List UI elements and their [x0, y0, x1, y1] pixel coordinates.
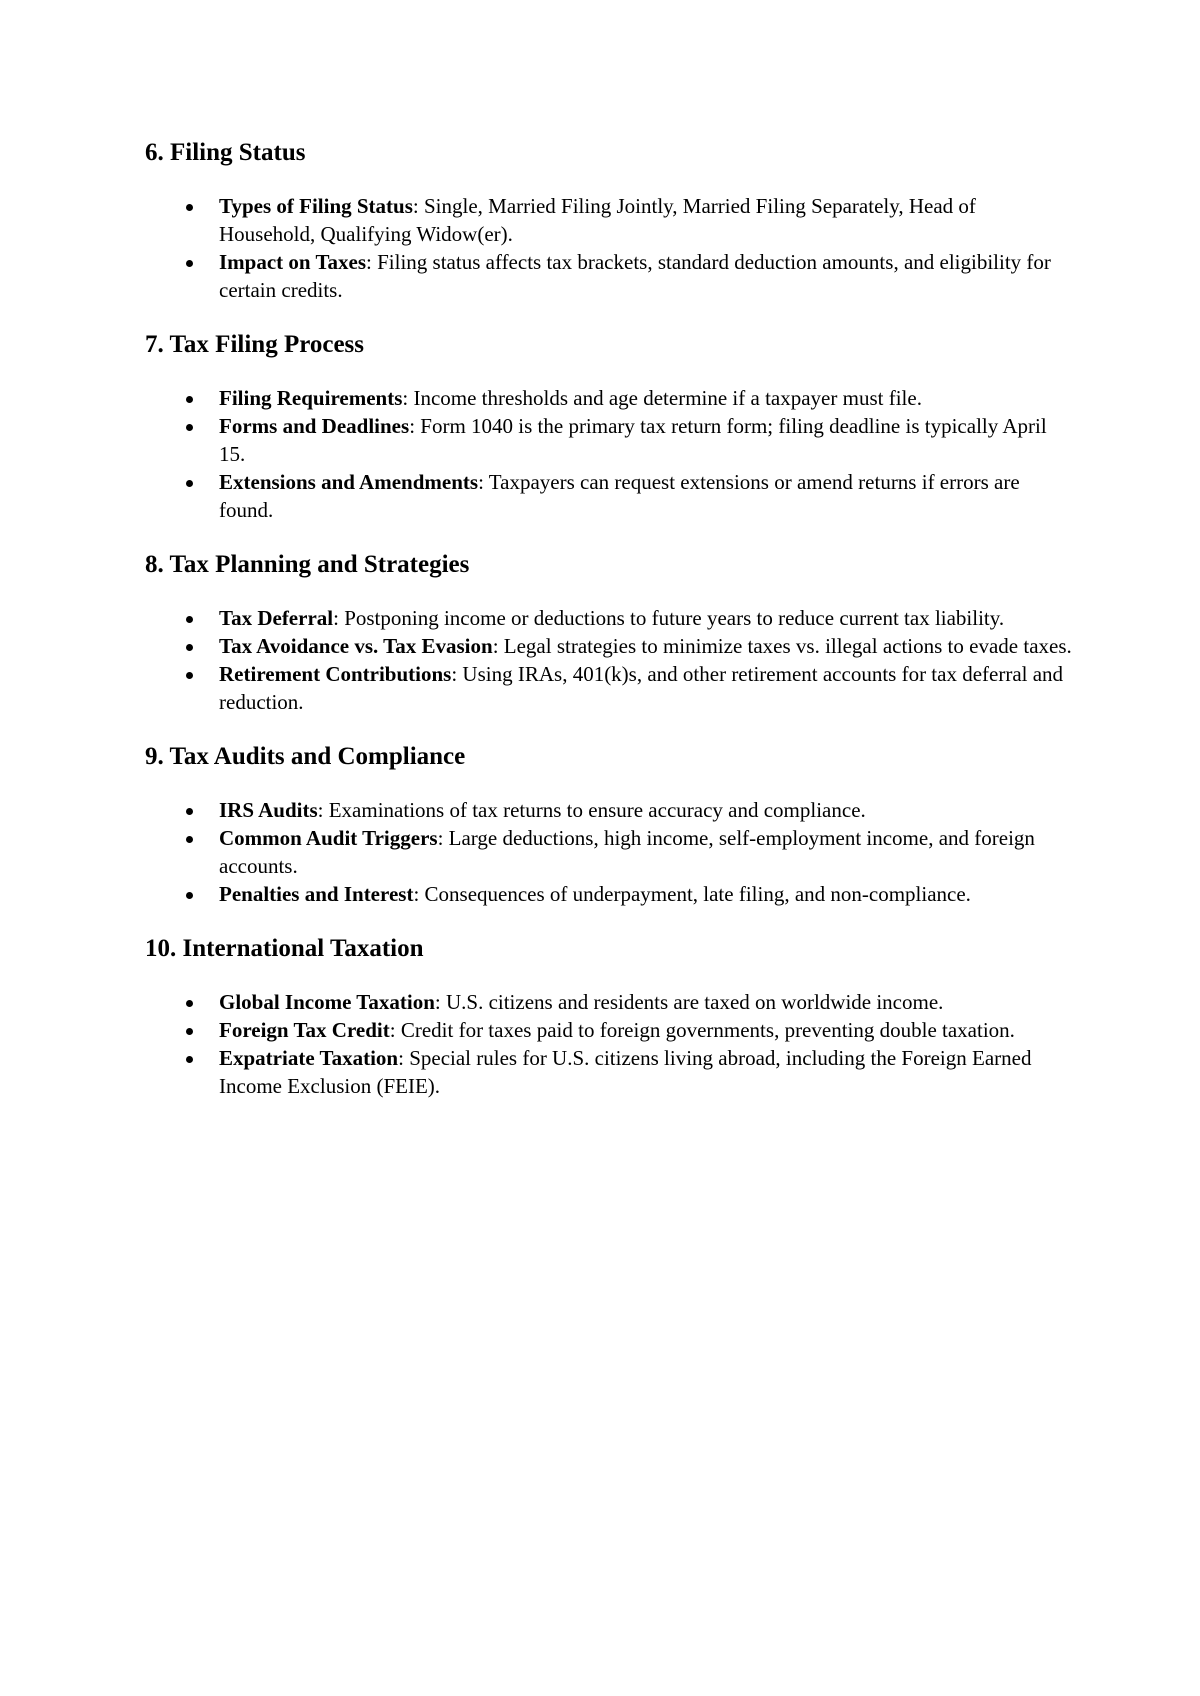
item-text: : Single, Married Filing Jointly, Married Filing Separately, Head of Household, Qualifying Widow(er).: [219, 194, 976, 246]
list-item: [145, 412, 1075, 468]
section-tax-planning: [145, 550, 1075, 716]
item-term: Types of Filing Status: [219, 194, 413, 218]
section-heading: 10. International Taxation: [145, 935, 424, 962]
bullet-icon: [186, 1000, 193, 1007]
item-text: : Large deductions, high income, self-employment income, and foreign accounts.: [219, 826, 1035, 878]
item-term: Common Audit Triggers: [219, 826, 438, 850]
section-tax-audits: [145, 742, 1075, 908]
item-text: : Credit for taxes paid to foreign governments, preventing double taxation.: [389, 1018, 1015, 1042]
bullet-list: [145, 384, 1075, 524]
bullet-list: [145, 604, 1075, 716]
bullet-icon: [186, 424, 193, 431]
item-term: Extensions and Amendments: [219, 470, 479, 494]
item-term: Foreign Tax Credit: [219, 1018, 390, 1042]
item-text: : Taxpayers can request extensions or amend returns if errors are found.: [219, 470, 1020, 522]
list-item: [145, 192, 1075, 248]
item-term: Retirement Contributions: [219, 662, 452, 686]
item-text: : Income thresholds and age determine if a taxpayer must file.: [402, 386, 922, 410]
section-heading: 6. Filing Status: [145, 139, 306, 166]
list-item: [145, 384, 1075, 412]
bullet-icon: [186, 396, 193, 403]
item-text: : Form 1040 is the primary tax return form; filing deadline is typically April 15.: [219, 414, 1047, 466]
item-term: Tax Avoidance vs. Tax Evasion: [219, 634, 493, 658]
item-term: Expatriate Taxation: [219, 1046, 399, 1070]
bullet-icon: [186, 836, 193, 843]
list-item: [145, 632, 1075, 660]
bullet-icon: [186, 672, 193, 679]
bullet-icon: [186, 808, 193, 815]
item-text: : Filing status affects tax brackets, standard deduction amounts, and eligibility for certain credits.: [219, 250, 1051, 302]
list-item: [145, 988, 1075, 1016]
bullet-icon: [186, 260, 193, 267]
list-item: [145, 824, 1075, 880]
list-item: [145, 468, 1075, 524]
section-international-taxation: [145, 934, 1075, 1100]
bullet-list: [145, 988, 1075, 1100]
item-term: Tax Deferral: [219, 606, 334, 630]
item-text: : Examinations of tax returns to ensure accuracy and compliance.: [317, 798, 866, 822]
list-item: [145, 880, 1075, 908]
list-item: [145, 248, 1075, 304]
bullet-list: [145, 192, 1075, 304]
list-item: [145, 1016, 1075, 1044]
bullet-icon: [186, 480, 193, 487]
item-term: Filing Requirements: [219, 386, 403, 410]
section-heading: 8. Tax Planning and Strategies: [145, 551, 470, 578]
item-term: Impact on Taxes: [219, 250, 367, 274]
item-text: : Postponing income or deductions to future years to reduce current tax liability.: [333, 606, 1005, 630]
item-term: IRS Audits: [219, 798, 318, 822]
section-tax-filing-process: [145, 330, 1075, 524]
bullet-icon: [186, 616, 193, 623]
item-text: : Special rules for U.S. citizens living abroad, including the Foreign Earned Income Exclusion (FEIE).: [219, 1046, 1032, 1098]
document-content: [145, 138, 1075, 1126]
bullet-list: [145, 796, 1075, 908]
bullet-icon: [186, 1056, 193, 1063]
section-heading: 7. Tax Filing Process: [145, 331, 365, 358]
bullet-icon: [186, 1028, 193, 1035]
list-item: [145, 604, 1075, 632]
list-item: [145, 1044, 1075, 1100]
item-term: Forms and Deadlines: [219, 414, 410, 438]
bullet-icon: [186, 644, 193, 651]
item-text: : Using IRAs, 401(k)s, and other retirement accounts for tax deferral and reduction.: [219, 662, 1064, 714]
item-term: Global Income Taxation: [219, 990, 435, 1014]
item-text: : Legal strategies to minimize taxes vs. illegal actions to evade taxes.: [492, 634, 1072, 658]
section-heading: 9. Tax Audits and Compliance: [145, 743, 466, 770]
item-text: : Consequences of underpayment, late filing, and non-compliance.: [413, 882, 971, 906]
section-filing-status: [145, 138, 1075, 304]
list-item: [145, 660, 1075, 716]
bullet-icon: [186, 892, 193, 899]
list-item: [145, 796, 1075, 824]
item-term: Penalties and Interest: [219, 882, 414, 906]
item-text: : U.S. citizens and residents are taxed on worldwide income.: [434, 990, 944, 1014]
bullet-icon: [186, 204, 193, 211]
